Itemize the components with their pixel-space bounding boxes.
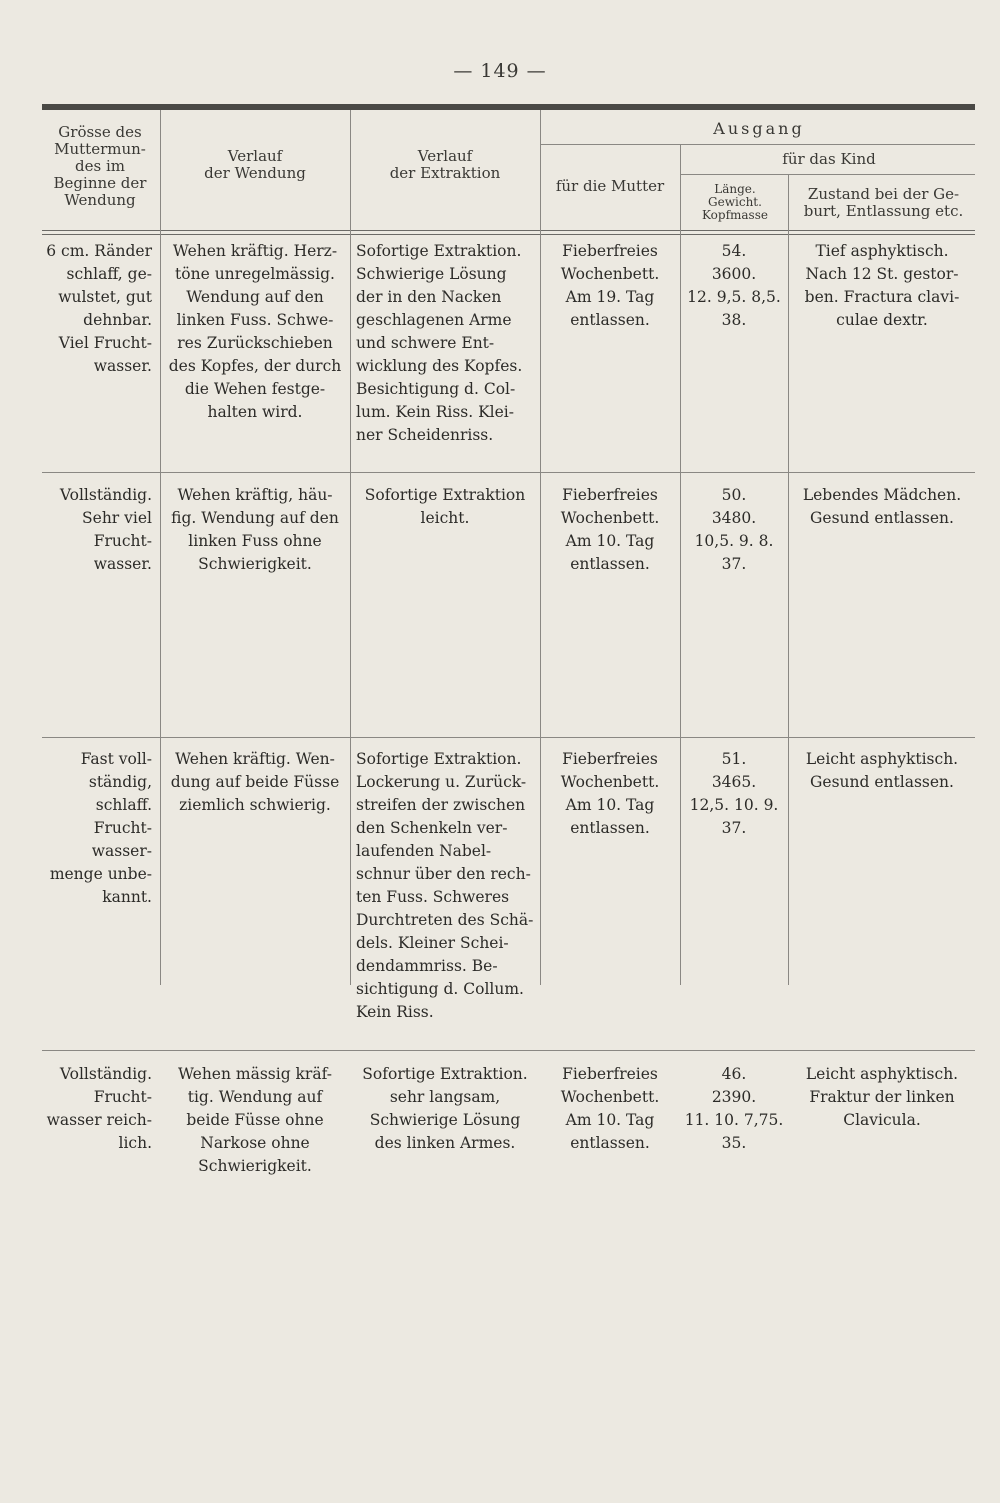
row-divider (42, 737, 975, 738)
cell-extraktion: Sofortige Extraktion. Lockerung u. Zurück- streifen der zwischen den Schenkeln ver- laufenden Nabel- schnur über den rech- ten Fuss. Schweres Durchtreten des Schä- dels. Kleiner Schei- dendammriss. Be- sichtigung d. Collum. Kein Riss. (356, 750, 534, 1021)
header-masse: Länge. Gewicht. Kopfmasse (702, 182, 768, 222)
header-fuer-das-kind: für das Kind (782, 150, 876, 168)
cell-zustand: Tief asphyktisch. Nach 12 St. gestor- ben. Fractura clavi- culae dextr. (804, 242, 960, 329)
column-divider (350, 110, 351, 985)
table-header-bottom-rule (42, 230, 975, 235)
column-divider (680, 144, 681, 985)
cell-extraktion: Sofortige Extraktion. sehr langsam, Schwierige Lösung des linken Armes. (362, 1065, 528, 1152)
cell-masse: 54. 3600. 12. 9,5. 8,5. 38. (687, 242, 781, 329)
cell-extraktion: Sofortige Extraktion leicht. (364, 486, 526, 527)
cell-mutter: Fieberfreies Wochenbett. Am 10. Tag entlassen. (560, 750, 660, 837)
column-divider (160, 110, 161, 985)
cell-groesse: Vollständig. Frucht- wasser reich- lich. (46, 1065, 152, 1152)
row-divider (42, 472, 975, 473)
cell-wendung: Wehen kräftig. Herz- töne unregelmässig. Wendung auf den linken Fuss. Schwe- res Zurückschieben des Kopfes, der durch die Wehen festge- halten wird. (168, 242, 342, 421)
cell-zustand: Leicht asphyktisch. Gesund entlassen. (805, 750, 959, 791)
cell-wendung: Wehen kräftig. Wen- dung auf beide Füsse ziemlich schwierig. (170, 750, 340, 814)
cell-zustand: Lebendes Mädchen. Gesund entlassen. (802, 486, 962, 527)
cell-masse: 46. 2390. 11. 10. 7,75. 35. (684, 1065, 784, 1152)
cell-masse: 51. 3465. 12,5. 10. 9. 37. (689, 750, 779, 837)
header-verlauf-extraktion: Verlauf der Extraktion (389, 147, 501, 182)
header-ausgang: Ausgang (713, 119, 805, 138)
cell-groesse: 6 cm. Ränder schlaff, ge- wulstet, gut dehnbar. Viel Frucht- wasser. (46, 242, 152, 375)
cell-groesse: Fast voll- ständig, schlaff. Frucht- wasser- menge unbe- kannt. (49, 750, 152, 906)
row-divider (42, 1050, 975, 1051)
header-verlauf-wendung: Verlauf der Wendung (204, 147, 306, 182)
cell-masse: 50. 3480. 10,5. 9. 8. 37. (694, 486, 774, 573)
header-ausgang-rule (540, 144, 975, 145)
cell-groesse: Vollständig. Sehr viel Frucht- wasser. (59, 486, 152, 573)
table-top-rule (42, 104, 975, 110)
cell-mutter: Fieberfreies Wochenbett. Am 10. Tag entlassen. (560, 1065, 660, 1152)
cell-wendung: Wehen mässig kräf- tig. Wendung auf beide Füsse ohne Narkose ohne Schwierigkeit. (177, 1065, 333, 1175)
header-groesse: Grösse des Muttermun- des im Beginne der Wendung (53, 123, 147, 209)
cell-wendung: Wehen kräftig, häu- fig. Wendung auf den linken Fuss ohne Schwierigkeit. (171, 486, 339, 573)
header-kind-rule (680, 174, 975, 175)
cell-extraktion: Sofortige Extraktion. Schwierige Lösung der in den Nacken geschlagenen Arme und schwere Ent- wicklung des Kopfes. Besichtigung d. Col- lum. Kein Riss. Klei- ner Scheidenriss. (356, 242, 523, 444)
column-divider (788, 174, 789, 985)
cell-mutter: Fieberfreies Wochenbett. Am 19. Tag entlassen. (560, 242, 660, 329)
page-number: — 149 — (453, 60, 547, 82)
cell-zustand: Leicht asphyktisch. Fraktur der linken Clavicula. (805, 1065, 959, 1129)
header-zustand: Zustand bei der Ge- burt, Entlassung etc. (803, 185, 964, 220)
header-fuer-die-mutter: für die Mutter (555, 177, 665, 195)
column-divider (540, 110, 541, 985)
cell-mutter: Fieberfreies Wochenbett. Am 10. Tag entlassen. (560, 486, 660, 573)
